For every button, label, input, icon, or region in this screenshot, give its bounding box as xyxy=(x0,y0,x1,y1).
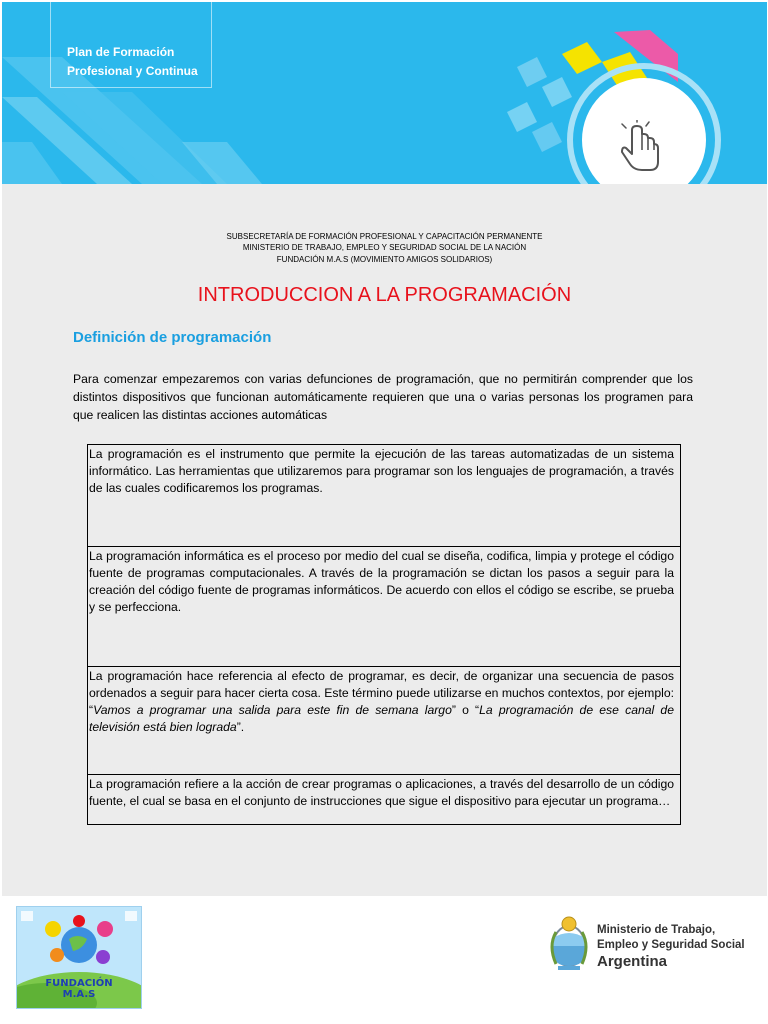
definition-cell xyxy=(88,667,680,775)
document-title: INTRODUCCION A LA PROGRAMACIÓN xyxy=(197,284,572,306)
institution-line-2: MINISTERIO DE TRABAJO, EMPLEO Y SEGURIDAD SOCIAL DE LA NACIÓN xyxy=(242,243,527,252)
fundacion-name: FUNDACIÓN xyxy=(45,978,113,989)
coat-of-arms-icon xyxy=(546,912,592,972)
section-heading: Definición de programación xyxy=(73,329,272,346)
plan-title-line2: Profesional y Continua xyxy=(67,64,198,78)
definition-cell: La programación refiere a la acción de crear programas o aplicaciones, a través del desarrollo de un código fuente, el cual se basa en el conjunto de instrucciones que sigue el dispositivo para ejecutar un programa… xyxy=(89,777,674,808)
fundacion-acronym: M.A.S xyxy=(62,989,96,1000)
definition-text: La programación hace referencia al efecto de programar, es decir, de organizar una secuencia de pasos ordenados a seguir para hacer cierta cosa. Este término puede utilizarse en muchos contextos, por ejemplo: “ xyxy=(89,669,674,717)
definition-cell: La programación informática es el proceso por medio del cual se diseña, codifica, limpia y protege el código fuente de programas computacionales. A través de la programación se dictan los pasos a seguir para la creación del código fuente de programas informáticos. De acuerdo con ellos el código se escribe, se prueba y se perfecciona. xyxy=(88,547,680,667)
ministry-name-line1: Ministerio de Trabajo, xyxy=(597,924,716,936)
definition-cell: La programación es el instrumento que permite la ejecución de las tareas automatizadas de un sistema informático. Las herramientas que utilizaremos para programar son los lenguajes de programación, a través de las cuales codificaremos los programas. xyxy=(88,445,680,547)
definition-text: ”. xyxy=(236,720,245,734)
definition-quote-1: Vamos a programar una salida para este fin de semana largo xyxy=(93,703,452,717)
document-sheet xyxy=(2,184,767,896)
plan-logo-box xyxy=(50,2,212,88)
institution-line-1: SUBSECRETARÍA DE FORMACIÓN PROFESIONAL Y CAPACITACIÓN PERMANENTE xyxy=(226,232,543,241)
ministry-country: Argentina xyxy=(597,953,668,970)
ministerio-logo xyxy=(546,912,756,976)
fundacion-mas-logo xyxy=(16,906,142,1009)
definition-text: ” o “ xyxy=(451,703,480,717)
pointer-hand-icon xyxy=(614,120,674,180)
definition-quote-2: La programación de ese canal de televisión está bien lograda xyxy=(89,703,674,734)
institution-line-3: FUNDACIÓN M.A.S (MOVIMIENTO AMIGOS SOLIDARIOS) xyxy=(276,255,493,264)
definitions-table xyxy=(87,444,681,825)
plan-title-line1: Plan de Formación xyxy=(67,45,175,59)
ministry-name-line2: Empleo y Seguridad Social xyxy=(597,939,745,951)
intro-paragraph: Para comenzar empezaremos con varias defunciones de programación, que no permitirán comprender que los distintos dispositivos que funcionan automáticamente requieren que una o varias personas los programen para que realicen las distintas acciones automáticas xyxy=(73,372,693,422)
header-banner xyxy=(2,2,767,184)
